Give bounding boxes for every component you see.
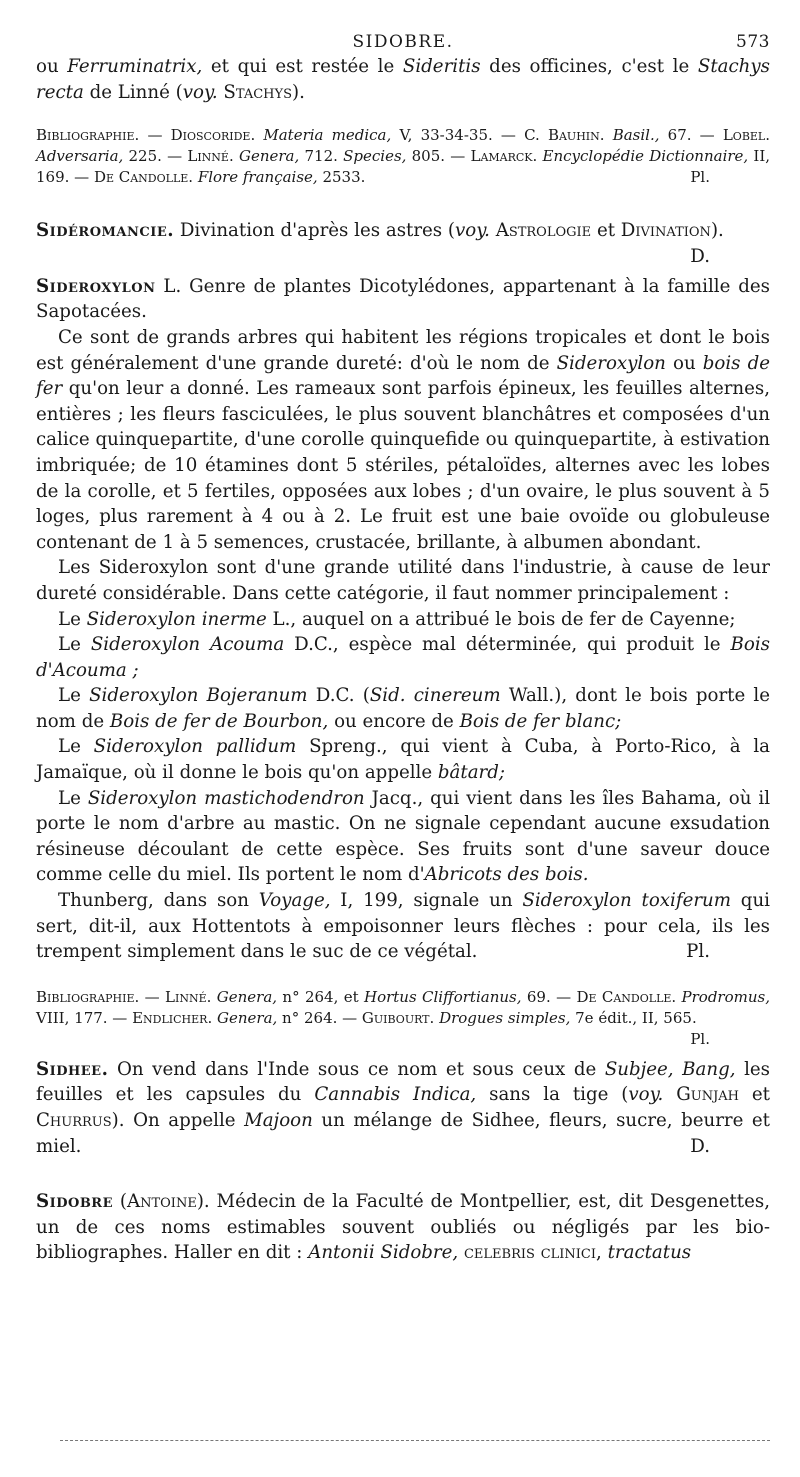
paragraph: Les Sideroxylon sont d'une grande utilité dans l'industrie, à cause de leur dureté considérable. Dans cette catégorie, il faut nommer principalement : bbox=[36, 557, 770, 604]
paragraph: Thunberg, dans son Voyage, I, 199, signale un Sideroxylon toxiferum qui sert, dit-il, aux Hottentots à empoisonner leurs flèches : pour cela, ils les trempent simplement dans le suc de ce végétal. Pl. bbox=[36, 888, 770, 965]
bibliography-stachys: Bibliographie. — Dioscoride. Materia medica, V, 33-34-35. — C. Bauhin. Basil., 67. — Lobel. Adversaria, 225. — Linné. Genera, 712. Species, 805. — Lamarck. Encyclopédie Dictionnaire, II, 169. — De Candolle. Flore française, 2533. Pl. bbox=[36, 126, 771, 187]
entry-headword: Sideroxylon bbox=[36, 275, 156, 297]
author-signature: Pl. bbox=[686, 941, 710, 963]
paragraph: Le Sideroxylon pallidum Spreng., qui vient à Cuba, à Porto-Rico, à la Jamaïque, où il donne le bois qu'on appelle bâtard; bbox=[36, 736, 770, 784]
bibliography-sideroxylon: Bibliographie. — Linné. Genera, n° 264, et Hortus Cliffortianus, 69. — De Candolle. Prodromus, VIII, 177. — Endlicher. Genera, n° 264. — Guibourt. Drogues simples, 7e édit., II, 565. Pl. bbox=[36, 987, 770, 1048]
entry-headword: Sidobre bbox=[36, 1191, 114, 1213]
author-signature: Pl. bbox=[690, 1029, 710, 1048]
paragraph: Le Sideroxylon Bojeranum D.C. (Sid. cinereum Wall.), dont le bois porte le nom de Bois de fer de Bourbon, ou encore de Bois de fer blanc; bbox=[36, 685, 771, 732]
entry-headword: Sidhee. bbox=[36, 1058, 109, 1080]
author-signature: D. bbox=[690, 245, 710, 267]
paragraph: Le Sideroxylon inerme L., auquel on a attribué le bois de fer de Cayenne; bbox=[58, 608, 736, 630]
entry-headword: Sidéromancie. bbox=[36, 220, 175, 242]
paragraph: Le Sideroxylon Acouma D.C., espèce mal déterminée, qui produit le Bois d'Acouma ; bbox=[36, 634, 770, 681]
entry-sideroxylon: Sideroxylon L. Genre de plantes Dicotylédones, appartenant à la famille des Sapotacées. bbox=[36, 275, 770, 323]
running-title: SIDOBRE. bbox=[352, 32, 454, 52]
page-bottom-rule bbox=[60, 1440, 770, 1441]
entry-sidhee: Sidhee. On vend dans l'Inde sous ce nom et sous ceux de Subjee, Bang, les feuilles et les capsules du Cannabis Indica, sans la tige (voy. Gunjah et Churrus). On appelle Majoon un mélange de Sidhee, fleurs, sucre, beurre et miel. D. bbox=[36, 1057, 770, 1159]
page-number: 573 bbox=[736, 32, 770, 52]
author-signature: Pl. bbox=[690, 168, 710, 187]
author-signature: D. bbox=[690, 1135, 710, 1157]
paragraph: Ce sont de grands arbres qui habitent les régions tropicales et dont le bois est généralement d'une grande dureté: d'où le nom de Sideroxylon ou bois de fer qu'on leur a donné. Les rameaux sont parfois épineux, les feuilles alternes, entières ; les fleurs fasciculées, le plus souvent blanchâtres et composées d'un calice quinquepartite, d'une corolle quinquefide ou quinquepartite, à estivation imbriquée; de 10 étamines dont 5 stériles, pétaloïdes, alternes avec les lobes de la corolle, et 5 fertiles, opposées aux lobes ; d'un ovaire, le plus souvent à 5 loges, plus rarement à 4 ou à 2. Le fruit est une baie ovoïde ou globuleuse contenant de 1 à 5 semences, crustacée, brillante, à albumen abondant. bbox=[36, 326, 770, 553]
running-head bbox=[36, 28, 770, 54]
entry-sideromancie: Sidéromancie. Divination d'après les astres (voy. Astrologie et Divination). D. bbox=[36, 218, 770, 244]
paragraph: Le Sideroxylon mastichodendron Jacq., qui vient dans les îles Bahama, où il porte le nom d'arbre au mastic. On ne signale cependant aucune exsudation résineuse découlant de cette espèce. Ses fruits sont d'une saveur douce comme celle du miel. Ils portent le nom d'Abricots des bois. bbox=[36, 787, 771, 886]
entry-sidobre: Sidobre (Antoine). Médecin de la Faculté de Montpellier, est, dit Desgenettes, un de ces noms estimables souvent oubliés ou négligés par les bio-bibliographes. Haller en dit : Antonii Sidobre, celebris clinici, tractatus bbox=[36, 1191, 770, 1264]
stachys-entry-tail: ou Ferruminatrix, et qui est restée le Sideritis des officines, c'est le Stachys recta de Linné (voy. Stachys). bbox=[36, 56, 770, 103]
